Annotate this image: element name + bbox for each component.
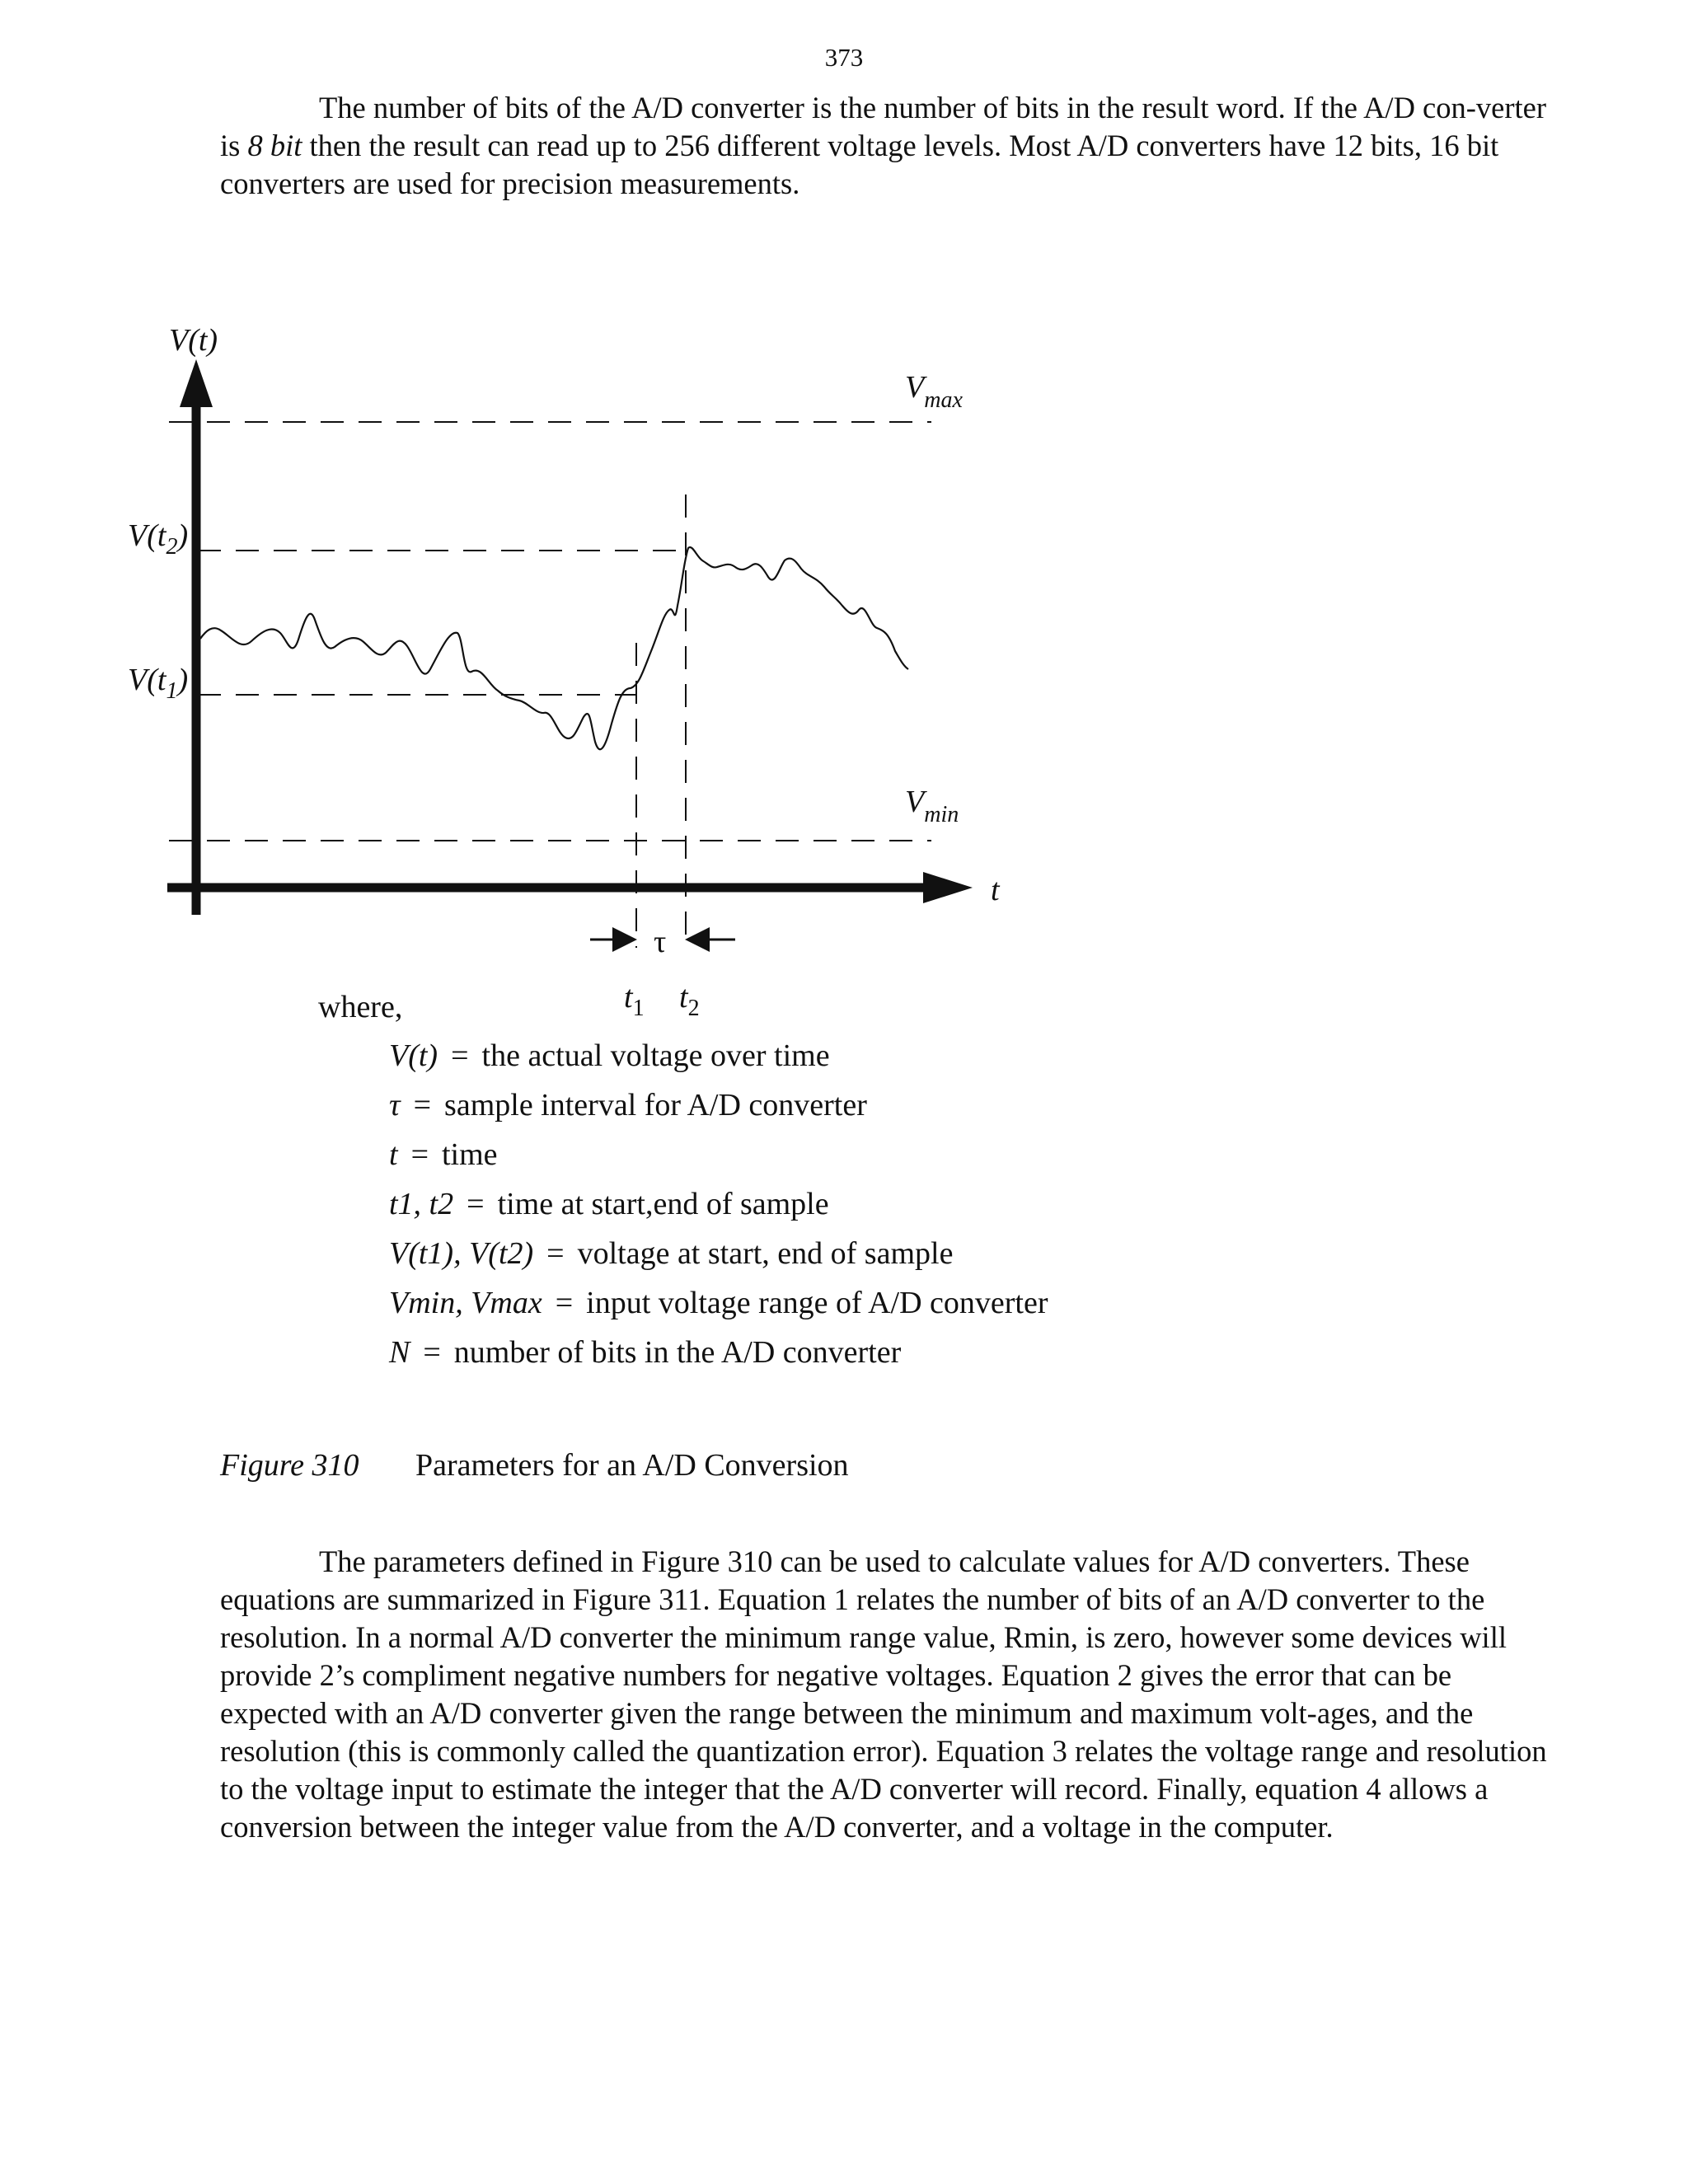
definition-equals: = — [451, 1038, 469, 1073]
definition-symbol: V(t) — [389, 1038, 438, 1073]
dashed-reference-lines — [169, 422, 931, 948]
definition-symbol: t — [389, 1137, 398, 1172]
definition-equals: = — [467, 1187, 485, 1221]
definition-item — [389, 1333, 1048, 1383]
definition-text: time — [442, 1137, 498, 1172]
definition-text: input voltage range of A/D converter — [586, 1286, 1048, 1320]
v-t1-label: $V(t_1)$ — [128, 663, 189, 704]
definition-symbol: τ — [389, 1088, 401, 1122]
page-number: 373 — [824, 43, 864, 72]
figure-caption-label: Figure 310 — [220, 1448, 359, 1483]
definition-symbol: t1, t2 — [389, 1187, 454, 1221]
body-paragraph-text: The parameters defined in Figure 310 can be used to calculate values for A/D converters. These equations are summarized in Figure 311. Equation 1 relates the number of bits of an A/D converter to the resolution. In a normal A/D converter the minimum range value, Rmin, is zero, however some devices will provide 2’s compliment negative numbers for negative voltages. Equation 2 gives the error that can be expected with an A/D converter given the range between the minimum and maximum volt-ages, and the resolution (this is commonly called the quantization error). Equation 3 relates the voltage range and resolution to the voltage input to estimate the integer that the A/D converter will record. Finally, equation 4 allows a conversion between the integer value from the A/D converter, and a voltage in the computer. — [220, 1544, 1547, 1844]
intro-text-2: then the result can read up to 256 different voltage levels. Most A/D converters have 12 bits, 16 bit converters are used for precision measurements. — [220, 129, 1499, 200]
intro-text-italic: 8 bit — [247, 129, 302, 162]
voltage-signal-curve — [200, 547, 908, 749]
y-axis-arrowhead — [180, 359, 213, 407]
definition-equals: = — [410, 1137, 429, 1172]
t2-label: $t_2$ — [679, 980, 700, 1021]
definition-equals: = — [423, 1335, 441, 1370]
definition-equals: = — [413, 1088, 432, 1122]
definition-text: time at start,end of sample — [497, 1187, 829, 1221]
definition-item — [389, 1235, 1048, 1284]
definitions-list — [389, 1037, 1048, 1383]
definition-symbol: N — [389, 1335, 410, 1370]
vmin-label: $V_{min}$ — [905, 785, 959, 827]
definition-text: the actual voltage over time — [481, 1038, 830, 1073]
y-axis-label: V(t) — [169, 323, 218, 358]
definition-item — [389, 1185, 1048, 1235]
definition-text: voltage at start, end of sample — [577, 1236, 954, 1271]
v-t2-label: $V(t_2)$ — [128, 518, 189, 560]
definition-text: sample interval for A/D converter — [444, 1088, 867, 1122]
x-axis-label: t — [991, 873, 1000, 907]
definition-symbol: V(t1), V(t2) — [389, 1236, 534, 1271]
intro-text-1: The number of bits of the A/D converter is the number of bits in the result word. If the A/D con-verter is — [220, 91, 1547, 162]
definition-equals: = — [546, 1236, 565, 1271]
body-paragraph — [220, 1543, 1562, 1846]
definition-item — [389, 1086, 1048, 1136]
definition-symbol: Vmin, Vmax — [389, 1286, 542, 1320]
definition-item — [389, 1037, 1048, 1086]
tau-label: τ — [654, 925, 667, 959]
definition-item — [389, 1136, 1048, 1185]
definition-equals: = — [555, 1286, 574, 1320]
t1-label: $t_1$ — [624, 980, 645, 1021]
definition-item — [389, 1284, 1048, 1333]
x-axis-arrowhead — [923, 872, 973, 903]
definition-text: number of bits in the A/D converter — [453, 1335, 902, 1370]
where-label: where, — [318, 990, 403, 1024]
figure-caption-title: Parameters for an A/D Conversion — [415, 1448, 849, 1483]
vmax-label: $V_{max}$ — [905, 370, 963, 413]
